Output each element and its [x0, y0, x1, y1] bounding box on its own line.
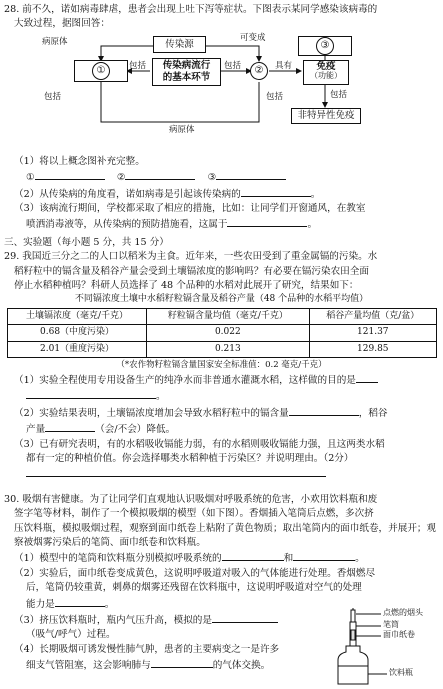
q29-intro-2: 稻籽粒中的镉含量及稻谷产量会受到土壤镉浓度的影响吗？有必要在镉污染农田全面 [14, 265, 369, 277]
table-row [8, 341, 437, 358]
q30-sub3-2: （吸气/呼气）过程。 [26, 629, 116, 641]
table-cell: 0.213 [147, 341, 309, 358]
label-include-2: 包括 [224, 60, 242, 71]
label-include-1: 包括 [129, 60, 147, 71]
answer-blank-q28-3[interactable] [227, 216, 307, 227]
section-3-heading: 三、实验题（每小题 5 分，共 15 分） [4, 236, 169, 248]
q29-intro-1: 29. 我国近三分之二的人口以稻米为主食。近年来，一些农田受到了重金属镉的污染。水 [4, 251, 378, 263]
q29-sub1: （1）实验全程使用专用设备生产的纯净水而非普通水灌溉水稻，这样做的目的是 [4, 372, 439, 388]
smoking-model-figure [335, 608, 435, 686]
answer-blank-q30-4[interactable] [151, 657, 213, 668]
table-cell: 121.37 [309, 325, 436, 342]
label-has: 具有 [275, 60, 293, 71]
label-pen: 笔筒 [383, 620, 399, 629]
q30-sub3-1: （3）挤压饮料瓶时，瓶内气压升高，模拟的是 [4, 612, 439, 628]
answer-blank-q28-2[interactable] [241, 186, 311, 197]
table-note: （*农作物籽粒镉含量国家安全标准值：0.2 毫克/千克） [116, 360, 327, 371]
answer-blank-q30-3[interactable] [212, 612, 278, 623]
q30-sub4-1: （4）长期吸烟可诱发慢性肺气肿，患者的主要病变之一是许多 [14, 643, 280, 655]
q28-intro-1: 28. 前不久，诺如病毒肆虐，患者会出现上吐下泻等症状。下图表示某同学感染该病毒的 [4, 4, 378, 15]
q30-sub2-1: （2）实验后，面巾纸卷变成黄色，这说明呼吸道对吸入的气体能进行处理。香烟燃尽 [14, 567, 376, 579]
q29-sub3-2: 都有一定的种植价值。你会选择哪类水稻种植于污染区？并说明理由。（2分） [26, 453, 354, 464]
label-pathogen-bottom: 病原体 [169, 124, 195, 135]
table-row [8, 325, 437, 342]
circle-2: ② [250, 62, 268, 80]
diagram-connectors [4, 34, 439, 152]
table-cell: 0.68（中度污染） [8, 325, 147, 342]
circle-1: ① [92, 62, 110, 80]
q30-sub1: （1）模型中的笔筒和饮料瓶分别模拟呼吸系统的 和 。 [4, 550, 439, 566]
answer-blank-1[interactable] [35, 169, 105, 180]
nonspecific-immunity-box: 非特异性免疫 [291, 108, 361, 124]
table-cell: 0.022 [147, 325, 309, 342]
q28-sub1-blanks: ① ② ③ [4, 169, 439, 185]
q30-sub2-3: 能力是 。 [4, 596, 439, 612]
table-header: 籽粒镉含量均值（毫克/千克） [147, 308, 309, 325]
label-include-4: 包括 [266, 91, 284, 102]
q29-sub3-1: （3）已有研究表明，有的水稻吸收镉能力弱，有的水稻则吸收镉能力强，且这两类水稻 [14, 438, 385, 450]
q28-sub1: （1）将以上概念图补充完整。 [14, 155, 145, 167]
circle-3: ③ [316, 37, 334, 55]
q30-intro-4: 察被烟雾污染后的笔筒、面巾纸卷和饮料瓶。 [14, 536, 206, 548]
label-cigarette: 点燃的烟头 [383, 608, 423, 617]
table-cell: 129.85 [309, 341, 436, 358]
q30-intro-3: 压饮料瓶，模拟吸烟过程，观察到面巾纸卷上粘附了黄色物质；取出笔筒内的面巾纸卷，并展开；观 [14, 522, 437, 534]
answer-blank-2[interactable] [125, 169, 195, 180]
q29-sub3-answer [4, 466, 439, 482]
answer-blank-q30-1b[interactable] [293, 550, 355, 561]
q30-intro-2: 签字笔等材料，制作了一个模拟吸烟的模型（如下图）。香烟插入笔筒后点燃，多次挤 [14, 508, 374, 520]
immunity-box: 免疫 （功能） [303, 60, 349, 85]
q28-intro-2: 大致过程，据图回答： [14, 18, 110, 30]
cadmium-table [7, 308, 437, 359]
label-include-5: 包括 [330, 89, 348, 100]
q29-sub2-line2: 产量 （会/不会）降低。 [4, 421, 439, 437]
label-can-become: 可变成 [240, 32, 266, 43]
label-pathogen-left: 病原体 [42, 36, 68, 47]
answer-blank-q29-1a[interactable] [356, 372, 378, 383]
infection-source-box: 传染源 [153, 36, 206, 53]
answer-blank-3[interactable] [216, 169, 286, 180]
label-bottle: 饮料瓶 [389, 668, 413, 677]
answer-blank-q30-2[interactable] [55, 596, 105, 607]
label-include-3: 包括 [44, 91, 62, 102]
epidemic-links-box: 传染病流行 的基本环节 [152, 58, 221, 86]
answer-blank-q29-2b[interactable] [45, 421, 95, 432]
q29-sub2: （2）实验结果表明，土壤镉浓度增加会导致水稻籽粒中的镉含量 ，稻谷 [4, 405, 439, 421]
answer-blank-q29-2a[interactable] [289, 405, 359, 416]
q28-sub2: （2）从传染病的角度看，诺如病毒是引起该传染病的 。 [4, 186, 439, 202]
table-cell: 2.01（重度污染） [8, 341, 147, 358]
answer-blank-q29-1b[interactable] [26, 388, 156, 399]
q29-intro-3: 停止水稻种植吗？科研人员选择了 48 个品种的水稻对此展开了研究，结果如下： [14, 279, 359, 291]
table-caption: 不同镉浓度土壤中水稻籽粒镉含量及稻谷产量（48 个品种的水稻平均值） [74, 294, 369, 305]
q28-sub3-2: 喷洒消毒液等，从传染病的预防措施看，这属于 。 [4, 216, 439, 232]
label-tissue: 面巾纸卷 [383, 630, 415, 639]
table-header: 稻谷产量均值（克/盆） [309, 308, 436, 325]
q28-sub3-1: （3）该病流行期间，学校都采取了相应的措施，比如：让同学们开窗通风，在教室 [14, 202, 366, 214]
q30-sub2-2: 后，笔筒仍较重黄，刺鼻的烟雾还残留在饮料瓶中，这说明呼吸道对空气的处理 [26, 582, 362, 594]
q29-sub1-line2: 。 [4, 388, 439, 404]
table-header-row [8, 308, 437, 325]
answer-blank-q29-3[interactable] [26, 466, 326, 477]
answer-blank-q30-1a[interactable] [222, 550, 284, 561]
q30-sub4-2: 细支气管阻塞，这会影响肺与 的气体交换。 [4, 657, 439, 673]
table-header: 土壤镉浓度（毫克/千克） [8, 308, 147, 325]
q28-concept-diagram [4, 34, 439, 152]
q30-intro-1: 30. 吸烟有害健康。为了让同学们直观地认识吸烟对呼吸系统的危害，小欢用饮料瓶和废 [4, 493, 378, 505]
